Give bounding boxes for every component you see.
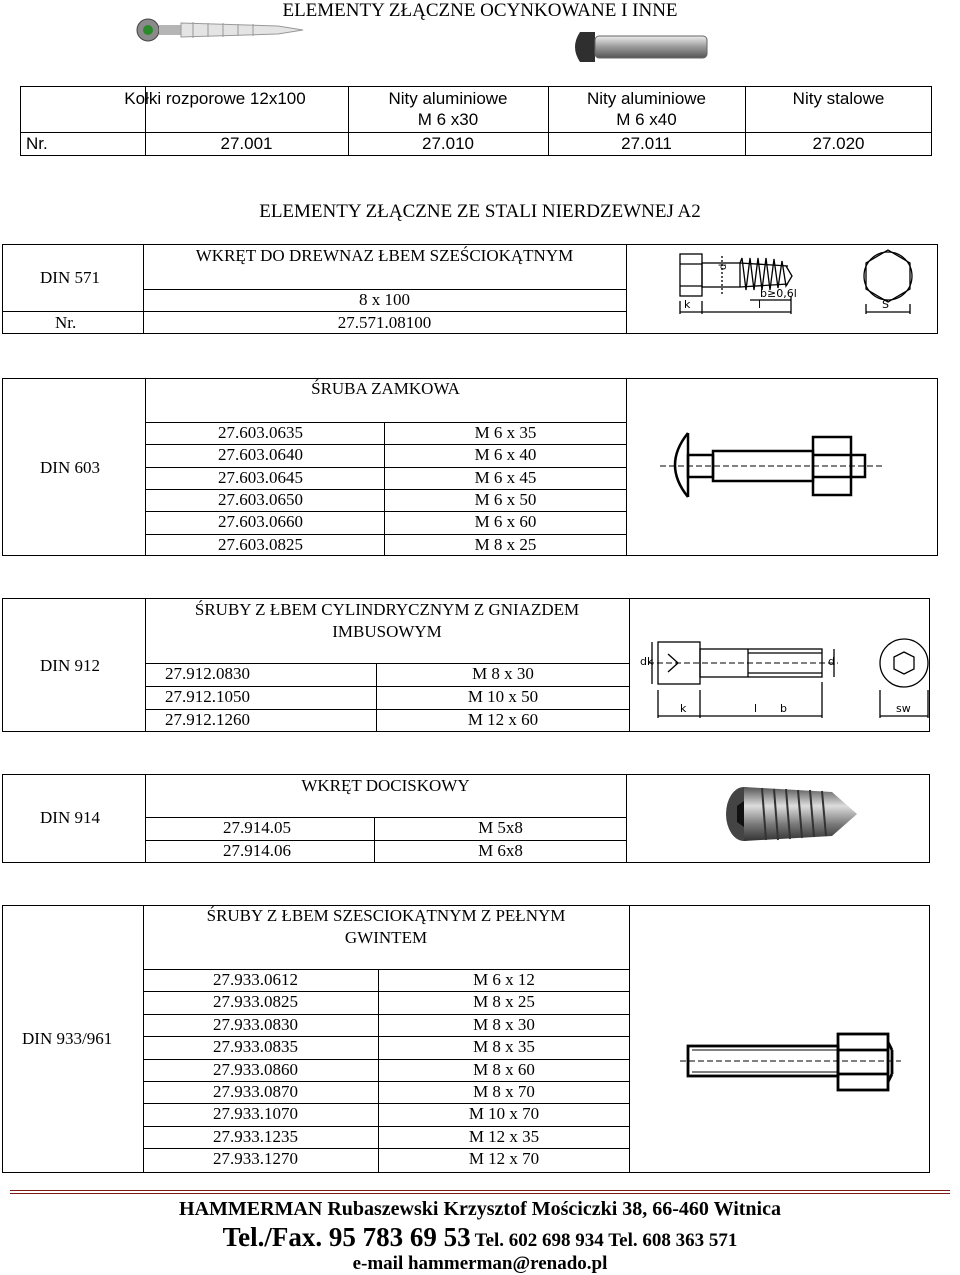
din603-size: M 8 x 25: [474, 534, 537, 554]
din933-name-line2: GWINTEM: [344, 928, 428, 947]
din603-size: M 6 x 50: [474, 489, 537, 509]
din914-size: M 5x8: [478, 818, 523, 837]
drawing-label-k: k: [684, 298, 691, 311]
drawing-label-d912: d: [828, 655, 835, 668]
din603-part-number: 27.603.0635: [218, 423, 303, 442]
din603-size: M 6 x 40: [474, 445, 537, 465]
din603-name: ŚRUBA ZAMKOWA: [311, 379, 460, 398]
din912-name-line2: IMBUSOWYM: [332, 622, 442, 641]
din914-size: M 6x8: [478, 841, 523, 860]
din914-part-number: 27.914.05: [223, 818, 291, 837]
din914-name: WKRĘT DOCISKOWY: [301, 776, 470, 795]
din933-label: DIN 933/961: [22, 1029, 113, 1048]
din933-size: M 8 x 35: [473, 1037, 535, 1057]
footer-tel-mobile: Tel. 602 698 934 Tel. 608 363 571: [474, 1230, 738, 1251]
s1-nr-label: Nr.: [26, 134, 48, 153]
drawing-label-b912: b: [780, 702, 787, 715]
din571-size: 8 x 100: [359, 290, 410, 309]
drawing-label-s: S: [882, 298, 889, 311]
s1-item4-nr: 27.020: [812, 134, 865, 153]
footer-email[interactable]: e-mail hammerman@renado.pl: [352, 1253, 608, 1274]
s1-item3-nr: 27.011: [621, 134, 672, 153]
din933-size: M 12 x 70: [468, 1149, 540, 1169]
din603-size: M 6 x 60: [474, 512, 537, 532]
drawing-label-d: d: [718, 263, 729, 270]
din571-nr: 27.571.08100: [337, 313, 432, 332]
s1-item3-size: M 6 x40: [616, 110, 677, 129]
drawing-label-l912: l: [754, 702, 758, 715]
s1-item3-name: Nity aluminiowe: [586, 89, 707, 108]
din912-part-number: 27.912.1050: [165, 687, 250, 706]
drawing-label-dk: dk: [640, 655, 654, 668]
lag-screw-drawing: [660, 246, 920, 328]
din603-size: M 6 x 45: [474, 467, 537, 487]
din571-label: DIN 571: [40, 268, 100, 287]
s1-item1-nr: 27.001: [220, 134, 273, 153]
din933-part-number: 27.933.0612: [213, 970, 298, 989]
din603-part-number: 27.603.0640: [218, 445, 303, 465]
din912-part-number: 27.912.1260: [165, 710, 250, 729]
section2-title: ELEMENTY ZŁĄCZNE ZE STALI NIERDZEWNEJ A2: [259, 201, 701, 222]
din912-size: M 8 x 30: [472, 664, 534, 683]
drawing-label-l: l: [758, 298, 762, 311]
din933-size: M 10 x 70: [468, 1104, 540, 1124]
din933-size: M 8 x 30: [473, 1014, 535, 1034]
socket-cap-screw-drawing: [638, 630, 930, 725]
din933-part-number: 27.933.1070: [213, 1104, 298, 1124]
din912-part-number: 27.912.0830: [165, 664, 250, 683]
set-screw-image: [722, 782, 862, 850]
din933-part-number: 27.933.0870: [213, 1082, 298, 1101]
din603-part-number: 27.603.0650: [218, 489, 303, 509]
s1-item2-name: Nity aluminiowe: [388, 89, 508, 108]
din912-label: DIN 912: [40, 656, 100, 675]
din933-size: M 6 x 12: [473, 970, 535, 989]
din912-size: M 12 x 60: [467, 710, 539, 729]
din603-part-number: 27.603.0645: [218, 467, 303, 487]
din933-part-number: 27.933.1235: [213, 1126, 298, 1146]
din933-size: M 8 x 70: [473, 1082, 535, 1101]
din933-size: M 8 x 25: [473, 992, 535, 1012]
section1-title: ELEMENTY ZŁĄCZNE OCYNKOWANE I INNE: [282, 0, 678, 21]
s1-item2-size: M 6 x30: [417, 110, 479, 129]
s1-item2-nr: 27.010: [422, 134, 474, 153]
din571-name: WKRĘT DO DREWNAZ ŁBEM SZEŚCIOKĄTNYM: [195, 246, 574, 265]
din603-size: M 6 x 35: [474, 423, 537, 442]
footer-tel-fax: Tel./Fax. 95 783 69 53: [222, 1222, 471, 1252]
hex-bolt-drawing: [676, 1028, 906, 1098]
din603-part-number: 27.603.0660: [218, 512, 303, 532]
s1-item1-name: Kołki rozporowe 12x100: [124, 89, 306, 108]
drawing-label-sw: sw: [896, 702, 911, 715]
din912-name-line1: ŚRUBY Z ŁBEM CYLINDRYCZNYM Z GNIAZDEM: [194, 600, 580, 619]
din933-part-number: 27.933.0860: [213, 1059, 298, 1079]
drawing-label-b: b≥0,6l: [760, 287, 797, 300]
din933-part-number: 27.933.1270: [213, 1149, 298, 1169]
s1-item4-name: Nity stalowe: [792, 89, 885, 108]
din914-label: DIN 914: [40, 808, 100, 827]
din933-part-number: 27.933.0825: [213, 992, 298, 1012]
din914-part-number: 27.914.06: [223, 841, 291, 860]
din933-size: M 12 x 35: [468, 1126, 540, 1146]
rivet-image: [570, 22, 720, 72]
din933-part-number: 27.933.0835: [213, 1037, 298, 1057]
din933-size: M 8 x 60: [473, 1059, 535, 1079]
din912-size: M 10 x 50: [467, 687, 539, 706]
din933-part-number: 27.933.0830: [213, 1014, 298, 1034]
footer-phones: [0, 1222, 960, 1253]
footer-address: HAMMERMAN Rubaszewski Krzysztof Mościczki 38, 66-460 Witnica: [179, 1198, 781, 1220]
drawing-label-k912: k: [680, 702, 687, 715]
din603-label: DIN 603: [40, 458, 100, 477]
din571-nr-label: Nr.: [55, 313, 77, 332]
din933-name-line1: ŚRUBY Z ŁBEM SZESCIOKĄTNYM Z PEŁNYM: [206, 906, 566, 925]
wall-plug-image: [128, 8, 308, 58]
carriage-bolt-drawing: [660, 425, 890, 505]
din603-part-number: 27.603.0825: [218, 534, 303, 554]
